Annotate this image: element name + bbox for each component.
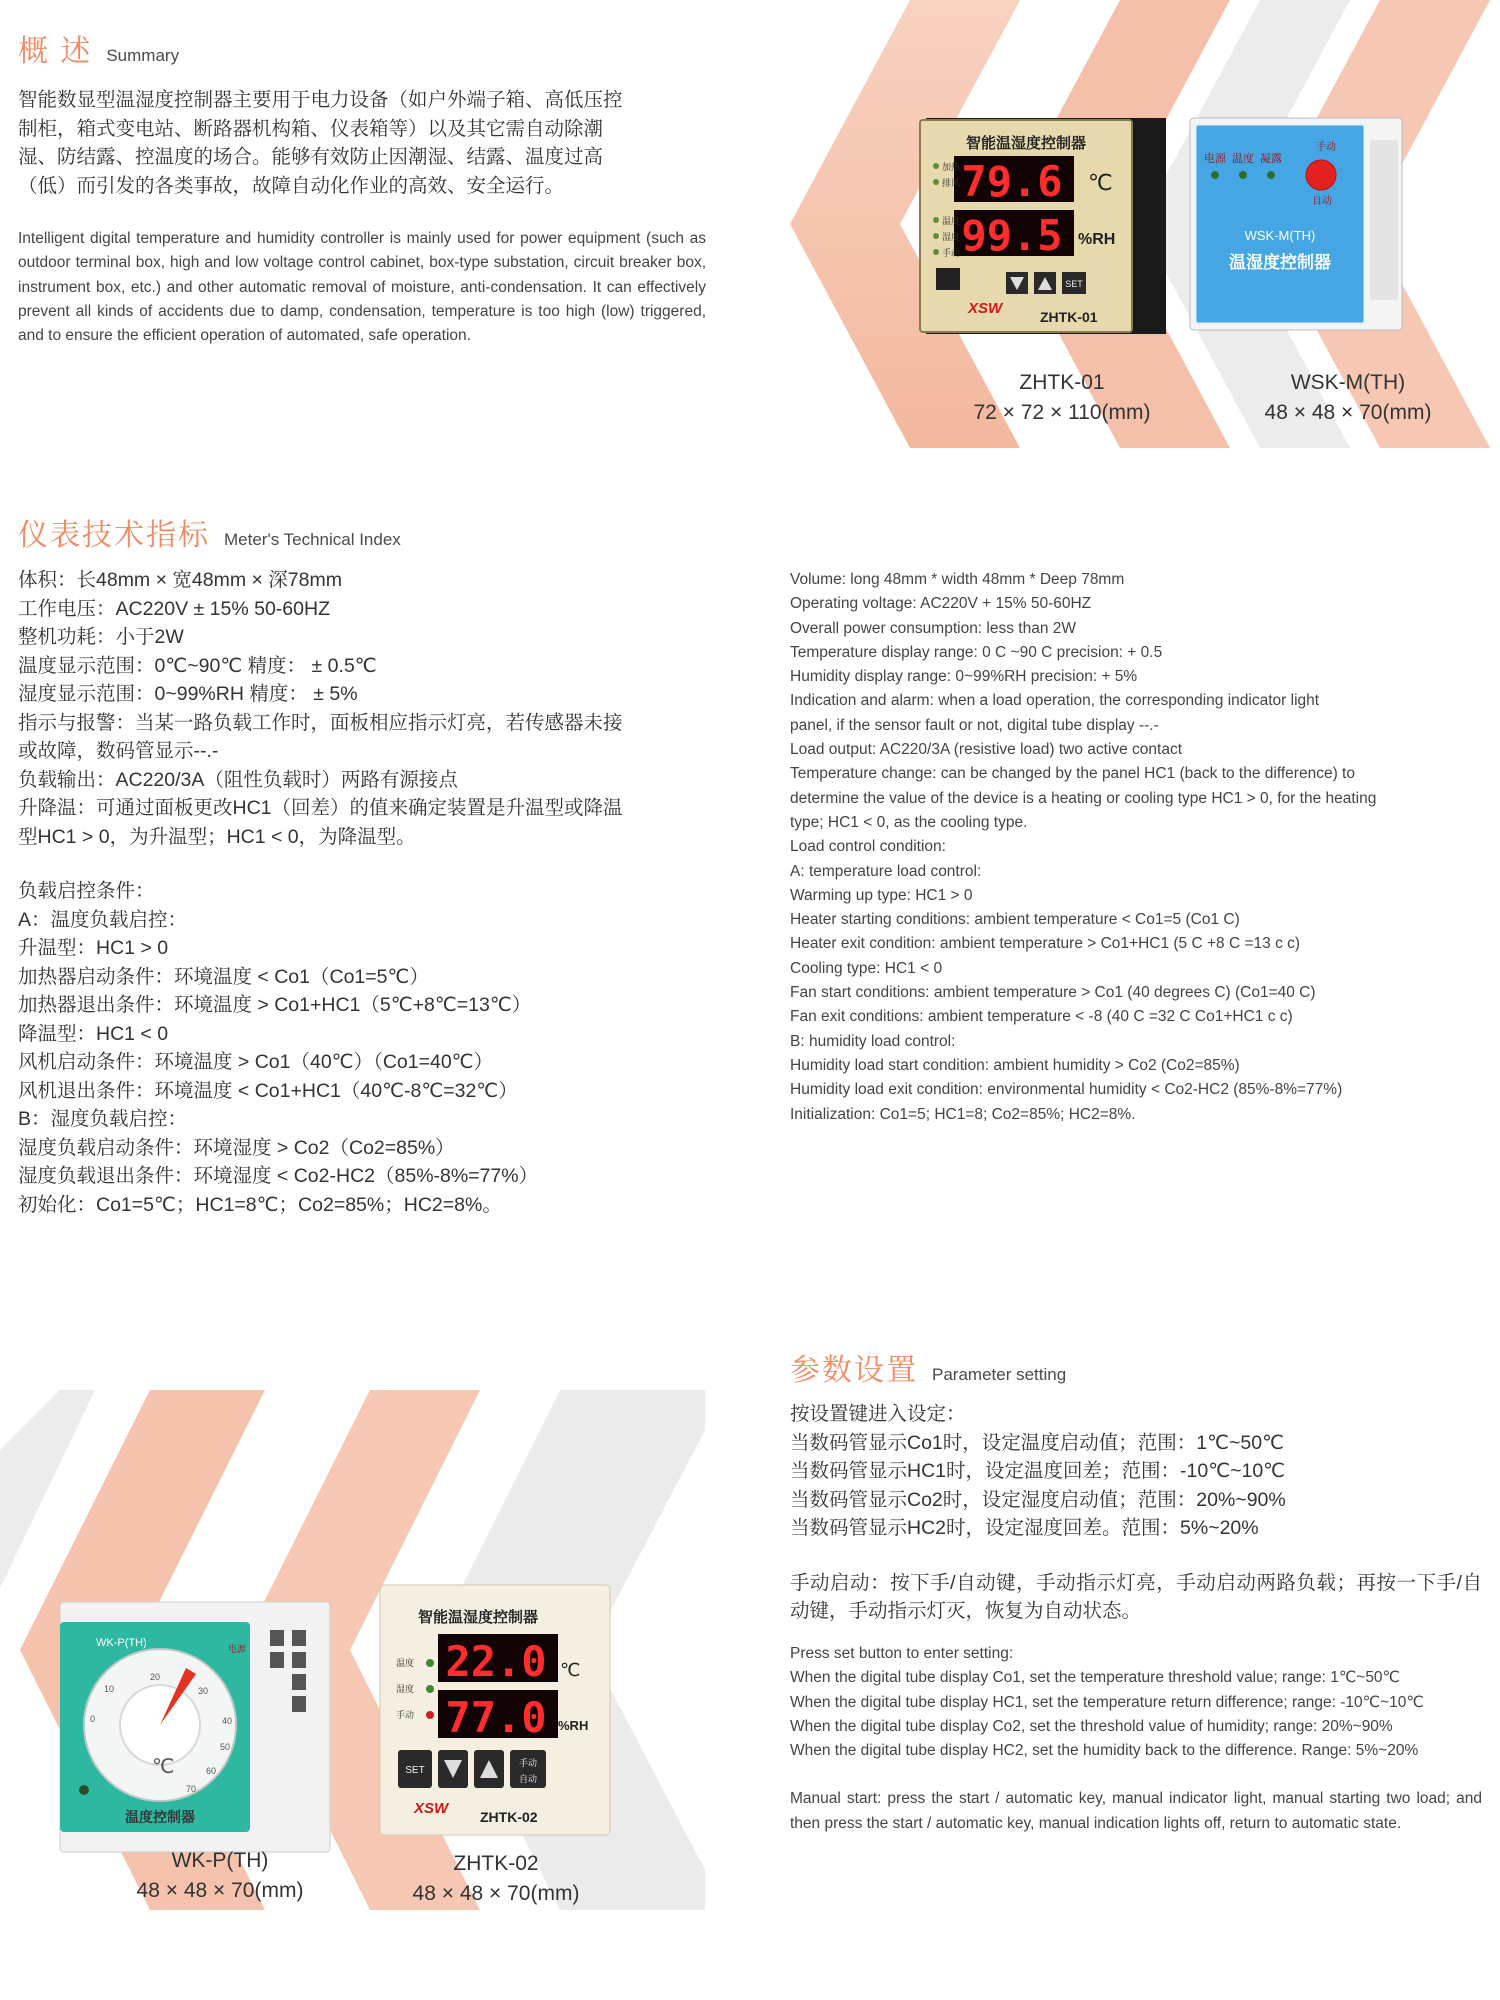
svg-text:0: 0 <box>90 1714 96 1724</box>
tech-en-line: Load control condition: <box>790 838 946 856</box>
svg-text:温度: 温度 <box>396 1658 415 1668</box>
summary-title-en: Summary <box>106 46 180 65</box>
zhtk-02-unit-top: ℃ <box>560 1660 581 1680</box>
zhtk-02-device <box>380 1585 610 1835</box>
param-en-line: When the digital tube display Co1, set the temperature threshold value; range: 1℃~50℃ <box>790 1669 1400 1687</box>
param-en-line: Press set button to enter setting: <box>790 1645 1014 1662</box>
summary-cn-line: 湿、防结露、控温度的场合。能够有效防止因潮湿、结露、温度过高 <box>18 146 604 168</box>
param-en-text <box>790 1642 1482 1836</box>
wsk-m-device <box>1190 118 1402 330</box>
zhtk-02-unit-bottom: %RH <box>558 1718 589 1733</box>
param-cn-manual: 手动启动：按下手/自动键，手动指示灯亮，手动启动两路负载；再按一下手/自动键，手动指示灯灭，恢复为自动状态。 <box>790 1571 1482 1622</box>
wk-p-panel-name: 温度控制器 <box>125 1809 195 1825</box>
caption-wk-p-dims: 48 × 48 × 70(mm) <box>136 1879 304 1902</box>
tech-en-line: Overall power consumption: less than 2W <box>790 619 1077 637</box>
zhtk-02-brand: XSW <box>414 1800 449 1817</box>
svg-text:70: 70 <box>186 1784 197 1794</box>
zhtk-01-brand: XSW <box>968 300 1003 317</box>
zhtk-01-led-label: 排风 <box>942 178 961 188</box>
caption-zhtk-01-model: ZHTK-01 <box>1019 371 1105 394</box>
svg-text:手动: 手动 <box>396 1710 415 1720</box>
tech-cn-line: 或故障，数码管显示--.- <box>18 740 219 762</box>
tech-cn-line: 湿度负载退出条件：环境湿度 < Co2-HC2（85%-8%=77%） <box>18 1165 539 1187</box>
tech-en-line: Heater starting conditions: ambient temperature < Co1=5 (Co1 C) <box>790 911 1240 929</box>
tech-cn-line: 工作电压：AC220V ± 15% 50-60HZ <box>18 597 330 620</box>
tech-cn-line: 整机功耗：小于2W <box>18 626 184 648</box>
wsk-indicator-label: 电源 <box>1204 153 1226 165</box>
tech-en-line: Operating voltage: AC220V + 15% 50-60HZ <box>790 595 1092 613</box>
svg-text:60: 60 <box>206 1766 217 1776</box>
param-en-manual: Manual start: press the start / automatic key, manual indicator light, manual starting two load; and then press the start / automatic key, manual indication lights off, return to automatic state. <box>790 1790 1482 1832</box>
tech-cn-line: 体积：长48mm × 宽48mm × 深78mm <box>18 569 342 591</box>
tech-cn-line: 湿度显示范围：0~99%RH 精度： ± 5% <box>18 683 358 705</box>
param-cn-line: 当数码管显示HC1时，设定温度回差；范围：-10℃~10℃ <box>790 1460 1286 1482</box>
tech-cn-line: 风机退出条件：环境温度 < Co1+HC1（40℃-8℃=32℃） <box>18 1079 518 1102</box>
zhtk-01-value-top: 79.6 <box>961 157 1063 206</box>
tech-cn-line: 初始化：Co1=5℃；HC1=8℃；Co2=85%；HC2=8%。 <box>18 1193 502 1216</box>
svg-text:自动: 自动 <box>518 1774 538 1784</box>
caption-wsk-m-model: WSK-M(TH) <box>1290 371 1406 394</box>
tech-cn-line: 升降温：可通过面板更改HC1（回差）的值来确定装置是升温型或降温 <box>18 797 623 819</box>
tech-en-line: Fan exit conditions: ambient temperature < -8 (40 C =32 C Co1+HC1 c c) <box>790 1008 1293 1026</box>
tech-cn-line: 加热器启动条件：环境温度 < Co1（Co1=5℃） <box>18 965 429 988</box>
svg-text:20: 20 <box>150 1672 161 1682</box>
tech-cn-line: 负载启控条件： <box>18 880 155 902</box>
tech-en-line: Fan start conditions: ambient temperature > Co1 (40 degrees C) (Co1=40 C) <box>790 984 1316 1002</box>
svg-text:30: 30 <box>198 1686 209 1696</box>
caption-wk-p-model: WK-P(TH) <box>171 1849 269 1872</box>
tech-en-line: Heater exit condition: ambient temperature > Co1+HC1 (5 C +8 C =13 c c) <box>790 935 1301 953</box>
wsk-switch-top: 手动 <box>1316 142 1336 153</box>
svg-text:湿度: 湿度 <box>396 1684 415 1694</box>
tech-cn-line: 升温型：HC1 > 0 <box>18 937 169 959</box>
tech-en-line: A: temperature load control: <box>790 862 982 880</box>
svg-text:手动: 手动 <box>518 1758 538 1768</box>
svg-text:10: 10 <box>104 1684 115 1694</box>
wk-p-side-label: 电源 <box>228 1644 247 1654</box>
param-en-line: When the digital tube display HC1, set the temperature return difference; range: -10℃~10℃ <box>790 1693 1424 1711</box>
zhtk-01-led-label: 加热 <box>942 162 961 172</box>
param-cn-line: 当数码管显示HC2时，设定湿度回差。范围：5%~20% <box>790 1517 1259 1539</box>
tech-en-line: Indication and alarm: when a load operation, the corresponding indicator light <box>790 692 1320 710</box>
zhtk-01-model-print: ZHTK-01 <box>1040 309 1098 325</box>
zhtk-02-value-bottom: 77.0 <box>445 1693 547 1742</box>
wsk-panel-name: 温湿度控制器 <box>1229 253 1331 272</box>
tech-cn-line: A：温度负载启控： <box>18 908 188 931</box>
summary-cn-line: 制柜，箱式变电站、断路器机构箱、仪表箱等）以及其它需自动除潮 <box>18 117 604 140</box>
zhtk-01-led-label: 手动 <box>942 248 961 258</box>
param-title-cn: 参数设置 <box>790 1354 918 1387</box>
caption-zhtk-01 <box>942 368 1182 428</box>
param-en-line: When the digital tube display HC2, set the humidity back to the difference. Range: 5%~20% <box>790 1742 1419 1760</box>
tech-en-line: Warming up type: HC1 > 0 <box>790 886 973 904</box>
wsk-indicator-label: 温度 <box>1232 153 1254 165</box>
wsk-manual-switch <box>1306 160 1336 190</box>
caption-zhtk-02 <box>376 1849 616 1909</box>
tech-en-line: Cooling type: HC1 < 0 <box>790 959 943 977</box>
zhtk-02-value-top: 22.0 <box>445 1637 547 1686</box>
tech-en-line: panel, if the sensor fault or not, digital tube display --.- <box>790 716 1159 734</box>
tech-cn-line: 湿度负载启动条件：环境湿度 > Co2（Co2=85%） <box>18 1136 455 1159</box>
tech-en-line: Initialization: Co1=5; HC1=8; Co2=85%; HC2=8%. <box>790 1105 1136 1123</box>
wk-p-device <box>60 1602 330 1852</box>
tech-en-line: Temperature change: can be changed by the panel HC1 (back to the difference) to <box>790 765 1355 783</box>
caption-zhtk-02-model: ZHTK-02 <box>453 1852 539 1875</box>
tech-en-line: Humidity display range: 0~99%RH precision: + 5% <box>790 668 1138 686</box>
tech-title-en: Meter's Technical Index <box>224 530 401 549</box>
summary-en-text: Intelligent digital temperature and humidity controller is mainly used for power equipment (such as outdoor terminal box, high and low voltage control cabinet, box-type substation, circuit breaker box, instrument box, etc.) and other automatic removal of moisture, anti-condensation. It can effectively prevent all kinds of accidents due to damp, condensation, temperature is too high (low) triggered, and to ensure the efficient operation of automated, safe operation. <box>18 230 706 345</box>
caption-zhtk-02-dims: 48 × 48 × 70(mm) <box>412 1882 580 1905</box>
zhtk-01-device <box>920 118 1166 334</box>
zhtk-01-unit-bottom: %RH <box>1078 231 1116 248</box>
param-title-en: Parameter setting <box>932 1365 1067 1384</box>
tech-en-line: Humidity load exit condition: environmental humidity < Co2-HC2 (85%-8%=77%) <box>790 1081 1343 1099</box>
tech-en-line: B: humidity load control: <box>790 1032 956 1050</box>
caption-zhtk-01-dims: 72 × 72 × 110(mm) <box>973 401 1151 424</box>
tech-cn-line: 风机启动条件：环境温度 > Co1（40℃）（Co1=40℃） <box>18 1051 494 1073</box>
zhtk-01-unit-top: ℃ <box>1088 170 1113 195</box>
svg-text:40: 40 <box>222 1716 233 1726</box>
tech-en-line: Volume: long 48mm * width 48mm * Deep 78mm <box>790 571 1125 588</box>
tech-cn-text <box>18 566 718 1219</box>
zhtk-01-set-button: SET <box>1065 279 1083 289</box>
summary-cn-line: 智能数显型温湿度控制器主要用于电力设备（如户外端子箱、高低压控 <box>18 89 623 111</box>
wk-p-dial-unit: ℃ <box>152 1756 175 1778</box>
tech-cn-line: 降温型：HC1 < 0 <box>18 1022 169 1045</box>
zhtk-02-set-button: SET <box>405 1765 425 1776</box>
wk-p-panel-model: WK-P(TH) <box>96 1637 147 1649</box>
tech-en-line: determine the value of the device is a heating or cooling type HC1 > 0, for the heating <box>790 789 1377 807</box>
svg-text:50: 50 <box>220 1742 231 1752</box>
tech-cn-line: 温度显示范围：0℃~90℃ 精度： ± 0.5℃ <box>18 654 377 677</box>
param-cn-line: 按设置键进入设定： <box>790 1403 966 1425</box>
caption-wsk-m-dims: 48 × 48 × 70(mm) <box>1264 401 1432 424</box>
wsk-indicator-label: 凝露 <box>1260 153 1282 165</box>
tech-cn-line: 负载输出：AC220/3A（阻性负载时）两路有源接点 <box>18 768 458 791</box>
tech-cn-line: 型HC1 > 0，为升温型；HC1 < 0，为降温型。 <box>18 825 416 848</box>
wsk-panel-model: WSK-M(TH) <box>1244 228 1316 243</box>
param-cn-line: 当数码管显示Co1时，设定温度启动值；范围：1℃~50℃ <box>790 1431 1284 1454</box>
tech-en-text <box>790 568 1490 1127</box>
zhtk-01-led-label: 温度 <box>942 216 961 226</box>
zhtk-01-led-label: 湿度 <box>942 232 961 242</box>
summary-title <box>18 26 179 70</box>
tech-en-line: Temperature display range: 0 C ~90 C precision: + 0.5 <box>790 643 1163 661</box>
param-cn-text <box>790 1400 1482 1626</box>
tech-en-line: type; HC1 < 0, as the cooling type. <box>790 813 1028 831</box>
param-en-line: When the digital tube display Co2, set the threshold value of humidity; range: 20%~90% <box>790 1717 1393 1735</box>
param-title <box>790 1345 1066 1389</box>
tech-title-cn: 仪表技术指标 <box>18 519 210 552</box>
zhtk-02-panel-title: 智能温湿度控制器 <box>417 1608 539 1626</box>
param-cn-line: 当数码管显示Co2时，设定湿度启动值；范围：20%~90% <box>790 1488 1286 1511</box>
caption-wk-p <box>100 1846 340 1906</box>
tech-cn-line: B：湿度负载启控： <box>18 1108 188 1130</box>
tech-cn-line: 加热器退出条件：环境温度 > Co1+HC1（5℃+8℃=13℃） <box>18 994 532 1016</box>
tech-cn-line: 指示与报警：当某一路负载工作时，面板相应指示灯亮，若传感器未接 <box>18 711 623 734</box>
caption-wsk-m <box>1228 368 1468 428</box>
tech-en-line: Load output: AC220/3A (resistive load) two active contact <box>790 741 1183 759</box>
summary-cn-line: （低）而引发的各类事故，故障自动化作业的高效、安全运行。 <box>18 174 565 197</box>
tech-title <box>18 510 401 554</box>
summary-title-cn: 概 述 <box>18 35 93 68</box>
tech-en-line: Humidity load start condition: ambient humidity > Co2 (Co2=85%) <box>790 1056 1240 1074</box>
wsk-switch-bottom: 自动 <box>1312 196 1332 207</box>
zhtk-02-model-print: ZHTK-02 <box>480 1809 538 1825</box>
zhtk-01-panel-title: 智能温湿度控制器 <box>965 134 1087 152</box>
summary-cn-text <box>18 86 708 200</box>
zhtk-01-value-bottom: 99.5 <box>961 211 1063 260</box>
